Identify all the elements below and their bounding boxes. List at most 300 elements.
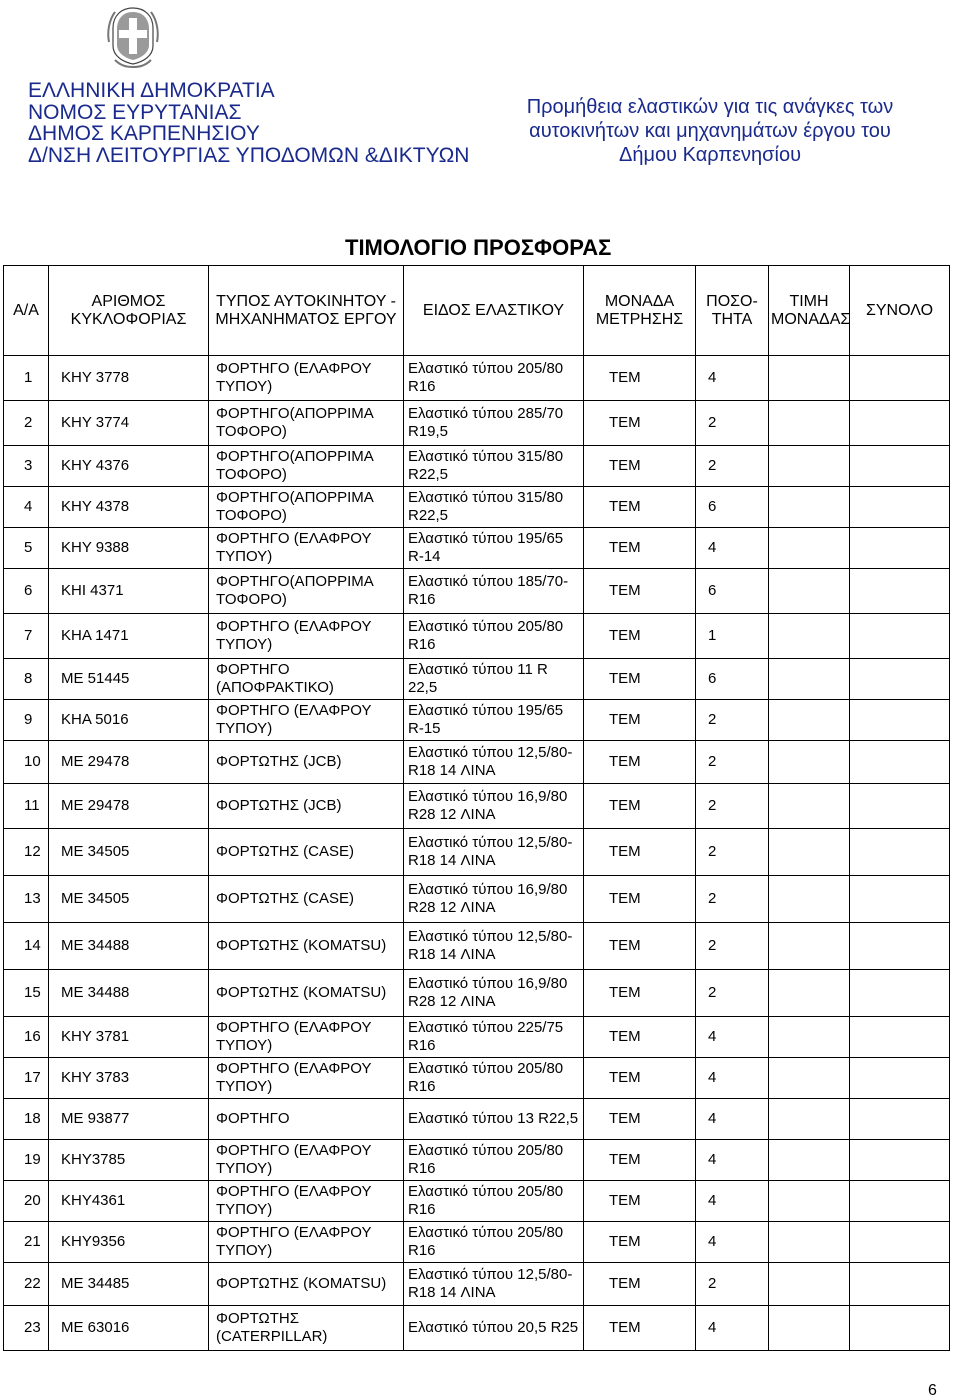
cell-vehicle-type <box>209 741 404 784</box>
cell-vehicle-type-text: ΦΟΡΤΩΤΗΣ (JCB) <box>216 797 342 814</box>
col-header-plate: ΑΡΙΘΜΟΣ ΚΥΚΛΟΦΟΡΙΑΣ <box>49 266 209 356</box>
cell-quantity-text: 6 <box>708 498 717 515</box>
cell-quantity-text: 2 <box>708 984 717 1001</box>
col-header-total: ΣΥΝΟΛΟ <box>850 266 950 356</box>
cell-plate <box>49 401 209 446</box>
cell-vehicle-type <box>209 487 404 528</box>
cell-vehicle-type <box>209 659 404 700</box>
cell-unit-text: ΤΕΜ <box>609 1275 641 1292</box>
cell-plate-text: ΚΗΑ 1471 <box>61 627 129 644</box>
cell-vehicle-type <box>209 1222 404 1263</box>
col-header-unit-price: ΤΙΜΗ ΜΟΝΑΔΑΣ <box>769 266 850 356</box>
cell-plate <box>49 1263 209 1306</box>
cell-unit-text: ΤΕΜ <box>609 498 641 515</box>
cell-unit-text: ΤΕΜ <box>609 414 641 431</box>
col-header-aa: Α/Α <box>4 266 49 356</box>
cell-plate-text: ΚΗΙ 4371 <box>61 582 124 599</box>
cell-quantity-text: 2 <box>708 890 717 907</box>
cell-unit <box>584 528 696 569</box>
cell-aa-number <box>4 784 49 829</box>
cell-quantity-text: 1 <box>708 627 717 644</box>
cell-quantity-text: 2 <box>708 414 717 431</box>
cell-total <box>850 1099 950 1140</box>
cell-plate <box>49 487 209 528</box>
cell-vehicle-type <box>209 1140 404 1181</box>
cell-unit <box>584 970 696 1017</box>
cell-aa-number <box>4 923 49 970</box>
cell-tire-type <box>404 1181 584 1222</box>
cell-quantity-text: 2 <box>708 937 717 954</box>
table-row <box>4 970 950 1017</box>
cell-tire-type-text: Ελαστικό τύπου 12,5/80-R18 14 ΛΙΝΑ <box>408 1266 573 1301</box>
cell-unit <box>584 659 696 700</box>
cell-quantity-text: 6 <box>708 670 717 687</box>
table-row <box>4 528 950 569</box>
cell-plate-text: ΚΗΥ4361 <box>61 1192 126 1209</box>
cell-unit-text: ΤΕΜ <box>609 843 641 860</box>
cell-plate <box>49 876 209 923</box>
cell-aa-number-text: 14 <box>24 937 41 954</box>
cell-tire-type-text: Ελαστικό τύπου 16,9/80 R28 12 ΛΙΝΑ <box>408 788 568 823</box>
project-title-block <box>495 95 925 167</box>
cell-vehicle-type <box>209 784 404 829</box>
cell-plate <box>49 970 209 1017</box>
cell-aa-number-text: 5 <box>24 539 33 556</box>
cell-plate-text: ΚΗΑ 5016 <box>61 711 129 728</box>
cell-vehicle-type <box>209 614 404 659</box>
cell-vehicle-type <box>209 1181 404 1222</box>
cell-unit-price <box>769 569 850 614</box>
cell-tire-type-text: Ελαστικό τύπου 205/80 R16 <box>408 1224 564 1259</box>
cell-vehicle-type <box>209 401 404 446</box>
cell-unit-text: ΤΕΜ <box>609 1151 641 1168</box>
cell-vehicle-type <box>209 970 404 1017</box>
cell-tire-type <box>404 923 584 970</box>
cell-vehicle-type-text: ΦΟΡΤΩΤΗΣ (KOMATSU) <box>216 1275 387 1292</box>
cell-unit-price <box>769 1099 850 1140</box>
cell-quantity <box>696 829 769 876</box>
cell-aa-number <box>4 1222 49 1263</box>
table-row <box>4 1263 950 1306</box>
cell-plate-text: ΜΕ 29478 <box>61 753 130 770</box>
cell-total <box>850 876 950 923</box>
cell-total <box>850 1306 950 1351</box>
cell-plate <box>49 784 209 829</box>
cell-tire-type-text: Ελαστικό τύπου 16,9/80 R28 12 ΛΙΝΑ <box>408 975 568 1010</box>
cell-tire-type <box>404 784 584 829</box>
cell-unit-price <box>769 1306 850 1351</box>
cell-plate <box>49 1099 209 1140</box>
cell-tire-type <box>404 876 584 923</box>
cell-plate-text: ΚΗΥ9356 <box>61 1233 126 1250</box>
cell-aa-number-text: 22 <box>24 1275 41 1292</box>
cell-tire-type-text: Ελαστικό τύπου 285/70 R19,5 <box>408 405 564 440</box>
cell-total <box>850 659 950 700</box>
cell-unit-text: ΤΕΜ <box>609 457 641 474</box>
cell-unit-text: ΤΕΜ <box>609 1319 641 1336</box>
table-row <box>4 614 950 659</box>
cell-plate-text: ΚΗΥ 3781 <box>61 1028 130 1045</box>
cell-unit-text: ΤΕΜ <box>609 711 641 728</box>
cell-total <box>850 741 950 784</box>
cell-aa-number <box>4 1140 49 1181</box>
cell-plate <box>49 446 209 487</box>
cell-quantity <box>696 1099 769 1140</box>
cell-plate <box>49 1306 209 1351</box>
cell-vehicle-type-text: ΦΟΡΤΗΓΟ(ΑΠΟΡΡΙΜΑ ΤΟΦΟΡΟ) <box>216 448 373 483</box>
table-row <box>4 659 950 700</box>
cell-unit <box>584 401 696 446</box>
cell-unit-text: ΤΕΜ <box>609 984 641 1001</box>
cell-aa-number-text: 3 <box>24 457 33 474</box>
cell-quantity <box>696 1058 769 1099</box>
cell-quantity <box>696 1017 769 1058</box>
cell-vehicle-type <box>209 876 404 923</box>
cell-vehicle-type-text: ΦΟΡΤΩΤΗΣ (KOMATSU) <box>216 937 387 954</box>
cell-tire-type-text: Ελαστικό τύπου 315/80 R22,5 <box>408 448 564 483</box>
cell-quantity-text: 2 <box>708 1275 717 1292</box>
cell-aa-number-text: 2 <box>24 414 33 431</box>
table-row <box>4 446 950 487</box>
cell-unit-price <box>769 401 850 446</box>
project-line: αυτοκινήτων και μηχανημάτων έργου του <box>529 120 891 142</box>
cell-tire-type <box>404 970 584 1017</box>
cell-unit-text: ΤΕΜ <box>609 1028 641 1045</box>
cell-aa-number-text: 11 <box>24 797 40 814</box>
cell-quantity <box>696 528 769 569</box>
cell-plate-text: ΚΗΥ 3774 <box>61 414 130 431</box>
cell-plate-text: ΚΗΥ 4376 <box>61 457 130 474</box>
cell-unit-text: ΤΕΜ <box>609 1192 641 1209</box>
cell-vehicle-type <box>209 1263 404 1306</box>
cell-quantity-text: 4 <box>708 1192 717 1209</box>
cell-unit-price <box>769 1058 850 1099</box>
cell-total <box>850 1017 950 1058</box>
cell-total <box>850 923 950 970</box>
cell-aa-number-text: 1 <box>24 369 33 386</box>
cell-unit-price <box>769 614 850 659</box>
cell-vehicle-type-text: ΦΟΡΤΗΓΟ (ΕΛΑΦΡΟΥ ΤΥΠΟΥ) <box>216 1224 372 1259</box>
cell-total <box>850 487 950 528</box>
cell-aa-number-text: 4 <box>24 498 33 515</box>
cell-unit <box>584 1181 696 1222</box>
cell-total <box>850 614 950 659</box>
cell-unit <box>584 1140 696 1181</box>
org-line: ΕΛΛΗΝΙΚΗ ΔΗΜΟΚΡΑΤΙΑ <box>28 79 275 102</box>
cell-plate <box>49 528 209 569</box>
cell-tire-type-text: Ελαστικό τύπου 12,5/80-R18 14 ΛΙΝΑ <box>408 834 573 869</box>
cell-unit-text: ΤΕΜ <box>609 1110 641 1127</box>
cell-unit-price <box>769 356 850 401</box>
cell-unit <box>584 784 696 829</box>
cell-plate <box>49 923 209 970</box>
cell-vehicle-type-text: ΦΟΡΤΗΓΟ(ΑΠΟΡΡΙΜΑ ΤΟΦΟΡΟ) <box>216 405 373 440</box>
cell-aa-number <box>4 876 49 923</box>
cell-aa-number-text: 18 <box>24 1110 41 1127</box>
cell-unit <box>584 1222 696 1263</box>
col-header-tire-type: ΕΙΔΟΣ ΕΛΑΣΤΙΚΟΥ <box>404 266 584 356</box>
cell-tire-type <box>404 401 584 446</box>
cell-quantity-text: 4 <box>708 539 717 556</box>
cell-plate-text: ΜΕ 63016 <box>61 1319 130 1336</box>
cell-unit <box>584 356 696 401</box>
table-row <box>4 487 950 528</box>
table-row <box>4 569 950 614</box>
table-row <box>4 876 950 923</box>
cell-aa-number <box>4 700 49 741</box>
cell-aa-number <box>4 356 49 401</box>
cell-aa-number-text: 23 <box>24 1319 41 1336</box>
cell-quantity-text: 4 <box>708 1233 717 1250</box>
cell-plate-text: ΜΕ 29478 <box>61 797 130 814</box>
cell-tire-type-text: Ελαστικό τύπου 205/80 R16 <box>408 618 564 653</box>
cell-unit-text: ΤΕΜ <box>609 582 641 599</box>
table-header-row <box>4 266 950 356</box>
cell-aa-number-text: 8 <box>24 670 33 687</box>
cell-aa-number <box>4 829 49 876</box>
cell-plate-text: ΜΕ 51445 <box>61 670 130 687</box>
cell-vehicle-type <box>209 1099 404 1140</box>
cell-unit <box>584 876 696 923</box>
cell-quantity <box>696 1263 769 1306</box>
cell-vehicle-type <box>209 446 404 487</box>
cell-unit <box>584 1263 696 1306</box>
cell-unit <box>584 700 696 741</box>
cell-unit-price <box>769 784 850 829</box>
cell-quantity <box>696 876 769 923</box>
table-row <box>4 741 950 784</box>
table-row <box>4 784 950 829</box>
cell-unit <box>584 923 696 970</box>
table-row <box>4 1058 950 1099</box>
cell-tire-type-text: Ελαστικό τύπου 195/65 R-15 <box>408 702 564 737</box>
cell-unit-text: ΤΕΜ <box>609 1069 641 1086</box>
cell-unit <box>584 1058 696 1099</box>
cell-unit-price <box>769 1263 850 1306</box>
cell-tire-type-text: Ελαστικό τύπου 16,9/80 R28 12 ΛΙΝΑ <box>408 881 568 916</box>
cell-aa-number <box>4 446 49 487</box>
cell-plate-text: ΜΕ 34485 <box>61 1275 130 1292</box>
cell-aa-number <box>4 741 49 784</box>
cell-tire-type <box>404 1058 584 1099</box>
cell-quantity-text: 4 <box>708 1151 717 1168</box>
table-row <box>4 829 950 876</box>
cell-total <box>850 401 950 446</box>
table-row <box>4 356 950 401</box>
cell-aa-number <box>4 401 49 446</box>
cell-plate <box>49 741 209 784</box>
cell-plate <box>49 1058 209 1099</box>
cell-plate-text: ΚΗΥ 3778 <box>61 369 130 386</box>
cell-total <box>850 970 950 1017</box>
cell-vehicle-type-text: ΦΟΡΤΗΓΟ <box>216 1110 290 1127</box>
cell-aa-number-text: 15 <box>24 984 41 1001</box>
cell-unit-price <box>769 1222 850 1263</box>
cell-aa-number <box>4 528 49 569</box>
cell-unit-price <box>769 659 850 700</box>
organization-block <box>28 80 469 166</box>
cell-aa-number <box>4 1306 49 1351</box>
cell-unit <box>584 1017 696 1058</box>
cell-tire-type-text: Ελαστικό τύπου 13 R22,5 <box>408 1110 579 1127</box>
project-line: Δήμου Καρπενησίου <box>618 144 802 166</box>
cell-tire-type <box>404 659 584 700</box>
cell-plate-text: ΜΕ 34488 <box>61 984 130 1001</box>
cell-quantity <box>696 401 769 446</box>
cell-vehicle-type-text: ΦΟΡΤΗΓΟ (ΕΛΑΦΡΟΥ ΤΥΠΟΥ) <box>216 1142 372 1177</box>
cell-vehicle-type-text: ΦΟΡΤΩΤΗΣ (KOMATSU) <box>216 984 387 1001</box>
cell-unit-text: ΤΕΜ <box>609 937 641 954</box>
cell-quantity <box>696 784 769 829</box>
cell-vehicle-type-text: ΦΟΡΤΩΤΗΣ (CATERPILLAR) <box>216 1310 328 1345</box>
cell-vehicle-type-text: ΦΟΡΤΗΓΟ(ΑΠΟΡΡΙΜΑ ΤΟΦΟΡΟ) <box>216 573 373 608</box>
cell-aa-number-text: 21 <box>24 1233 41 1250</box>
cell-total <box>850 528 950 569</box>
cell-aa-number <box>4 1181 49 1222</box>
cell-vehicle-type <box>209 829 404 876</box>
cell-vehicle-type-text: ΦΟΡΤΗΓΟ(ΑΠΟΡΡΙΜΑ ΤΟΦΟΡΟ) <box>216 489 373 524</box>
org-line: ΝΟΜΟΣ ΕΥΡΥΤΑΝΙΑΣ <box>28 100 242 124</box>
offer-table <box>3 265 950 1351</box>
cell-total <box>850 1263 950 1306</box>
cell-tire-type <box>404 569 584 614</box>
cell-unit-text: ΤΕΜ <box>609 753 641 770</box>
cell-unit <box>584 487 696 528</box>
cell-tire-type <box>404 829 584 876</box>
col-header-vehicle-type: ΤΥΠΟΣ ΑΥΤΟΚΙΝΗΤΟΥ - ΜΗΧΑΝΗΜΑΤΟΣ ΕΡΓΟΥ <box>209 266 404 356</box>
cell-tire-type-text: Ελαστικό τύπου 20,5 R25 <box>408 1319 579 1336</box>
cell-quantity <box>696 1306 769 1351</box>
cell-tire-type-text: Ελαστικό τύπου 315/80 R22,5 <box>408 489 564 524</box>
cell-unit-text: ΤΕΜ <box>609 1233 641 1250</box>
cell-unit-price <box>769 528 850 569</box>
cell-tire-type-text: Ελαστικό τύπου 185/70-R16 <box>408 573 569 608</box>
cell-aa-number <box>4 1058 49 1099</box>
cell-plate <box>49 829 209 876</box>
cell-unit-text: ΤΕΜ <box>609 627 641 644</box>
cell-aa-number-text: 9 <box>24 711 33 728</box>
cell-tire-type-text: Ελαστικό τύπου 195/65 R-14 <box>408 530 564 565</box>
cell-plate-text: ΜΕ 34505 <box>61 843 130 860</box>
cell-tire-type <box>404 1222 584 1263</box>
cell-quantity-text: 6 <box>708 582 717 599</box>
cell-unit-text: ΤΕΜ <box>609 890 641 907</box>
cell-tire-type <box>404 356 584 401</box>
cell-total <box>850 829 950 876</box>
cell-quantity-text: 4 <box>708 1319 717 1336</box>
cell-unit <box>584 1306 696 1351</box>
cell-plate <box>49 659 209 700</box>
cell-quantity <box>696 1140 769 1181</box>
cell-unit-text: ΤΕΜ <box>609 369 641 386</box>
cell-tire-type <box>404 1263 584 1306</box>
cell-total <box>850 1181 950 1222</box>
cell-vehicle-type-text: ΦΟΡΤΗΓΟ (ΕΛΑΦΡΟΥ ΤΥΠΟΥ) <box>216 702 372 737</box>
cell-vehicle-type <box>209 1058 404 1099</box>
cell-unit-price <box>769 923 850 970</box>
cell-unit <box>584 829 696 876</box>
cell-unit-price <box>769 1181 850 1222</box>
cell-unit-price <box>769 446 850 487</box>
cell-tire-type <box>404 1140 584 1181</box>
cell-total <box>850 569 950 614</box>
cell-quantity-text: 2 <box>708 753 717 770</box>
table-row <box>4 401 950 446</box>
cell-plate <box>49 1140 209 1181</box>
project-line: Προμήθεια ελαστικών για τις ανάγκες των <box>526 96 894 118</box>
cell-total <box>850 1058 950 1099</box>
cell-quantity-text: 2 <box>708 843 717 860</box>
cell-total <box>850 1222 950 1263</box>
cell-aa-number <box>4 1263 49 1306</box>
cell-plate <box>49 700 209 741</box>
cell-tire-type <box>404 741 584 784</box>
cell-quantity <box>696 1222 769 1263</box>
table-row <box>4 1099 950 1140</box>
cell-vehicle-type <box>209 700 404 741</box>
cell-aa-number-text: 20 <box>24 1192 41 1209</box>
cell-unit-price <box>769 829 850 876</box>
cell-unit-price <box>769 970 850 1017</box>
cell-vehicle-type-text: ΦΟΡΤΩΤΗΣ (JCB) <box>216 753 342 770</box>
cell-vehicle-type <box>209 528 404 569</box>
cell-tire-type <box>404 446 584 487</box>
cell-total <box>850 446 950 487</box>
cell-vehicle-type-text: ΦΟΡΤΩΤΗΣ (CASE) <box>216 890 355 907</box>
col-header-quantity: ΠΟΣΟ-ΤΗΤΑ <box>696 266 769 356</box>
cell-plate <box>49 1222 209 1263</box>
cell-plate-text: ΚΗΥ 4378 <box>61 498 130 515</box>
cell-vehicle-type-text: ΦΟΡΤΗΓΟ (ΕΛΑΦΡΟΥ ΤΥΠΟΥ) <box>216 1019 372 1054</box>
cell-tire-type <box>404 487 584 528</box>
cell-aa-number-text: 13 <box>24 890 41 907</box>
cell-quantity-text: 2 <box>708 457 717 474</box>
cell-plate <box>49 356 209 401</box>
cell-aa-number-text: 17 <box>24 1069 41 1086</box>
cell-plate-text: ΜΕ 34488 <box>61 937 130 954</box>
cell-quantity-text: 2 <box>708 711 717 728</box>
cell-plate-text: ΚΗΥ 3783 <box>61 1069 130 1086</box>
table-body <box>4 356 950 1351</box>
table-row <box>4 1222 950 1263</box>
greek-coat-of-arms-icon <box>107 2 159 68</box>
cell-quantity <box>696 569 769 614</box>
cell-plate-text: ΚΗΥ3785 <box>61 1151 126 1168</box>
cell-vehicle-type <box>209 1306 404 1351</box>
cell-quantity-text: 4 <box>708 1028 717 1045</box>
cell-aa-number <box>4 1017 49 1058</box>
cell-vehicle-type-text: ΦΟΡΤΗΓΟ (ΑΠΟΦΡΑΚΤΙΚΟ) <box>216 661 334 696</box>
cell-tire-type <box>404 700 584 741</box>
cell-total <box>850 356 950 401</box>
cell-quantity <box>696 741 769 784</box>
cell-tire-type <box>404 1306 584 1351</box>
cell-tire-type-text: Ελαστικό τύπου 12,5/80-R18 14 ΛΙΝΑ <box>408 928 573 963</box>
cell-plate-text: ΜΕ 34505 <box>61 890 130 907</box>
cell-vehicle-type <box>209 356 404 401</box>
cell-total <box>850 784 950 829</box>
cell-tire-type <box>404 528 584 569</box>
org-line: Δ/ΝΣΗ ΛΕΙΤΟΥΡΓΙΑΣ ΥΠΟΔΟΜΩΝ &ΔΙΚΤΥΩΝ <box>28 143 470 167</box>
cell-tire-type-text: Ελαστικό τύπου 12,5/80-R18 14 ΛΙΝΑ <box>408 744 573 779</box>
cell-unit-price <box>769 700 850 741</box>
cell-unit-text: ΤΕΜ <box>609 539 641 556</box>
table-row <box>4 923 950 970</box>
cell-aa-number-text: 10 <box>24 753 41 770</box>
cell-aa-number <box>4 487 49 528</box>
cell-aa-number-text: 12 <box>24 843 41 860</box>
cell-unit-price <box>769 876 850 923</box>
